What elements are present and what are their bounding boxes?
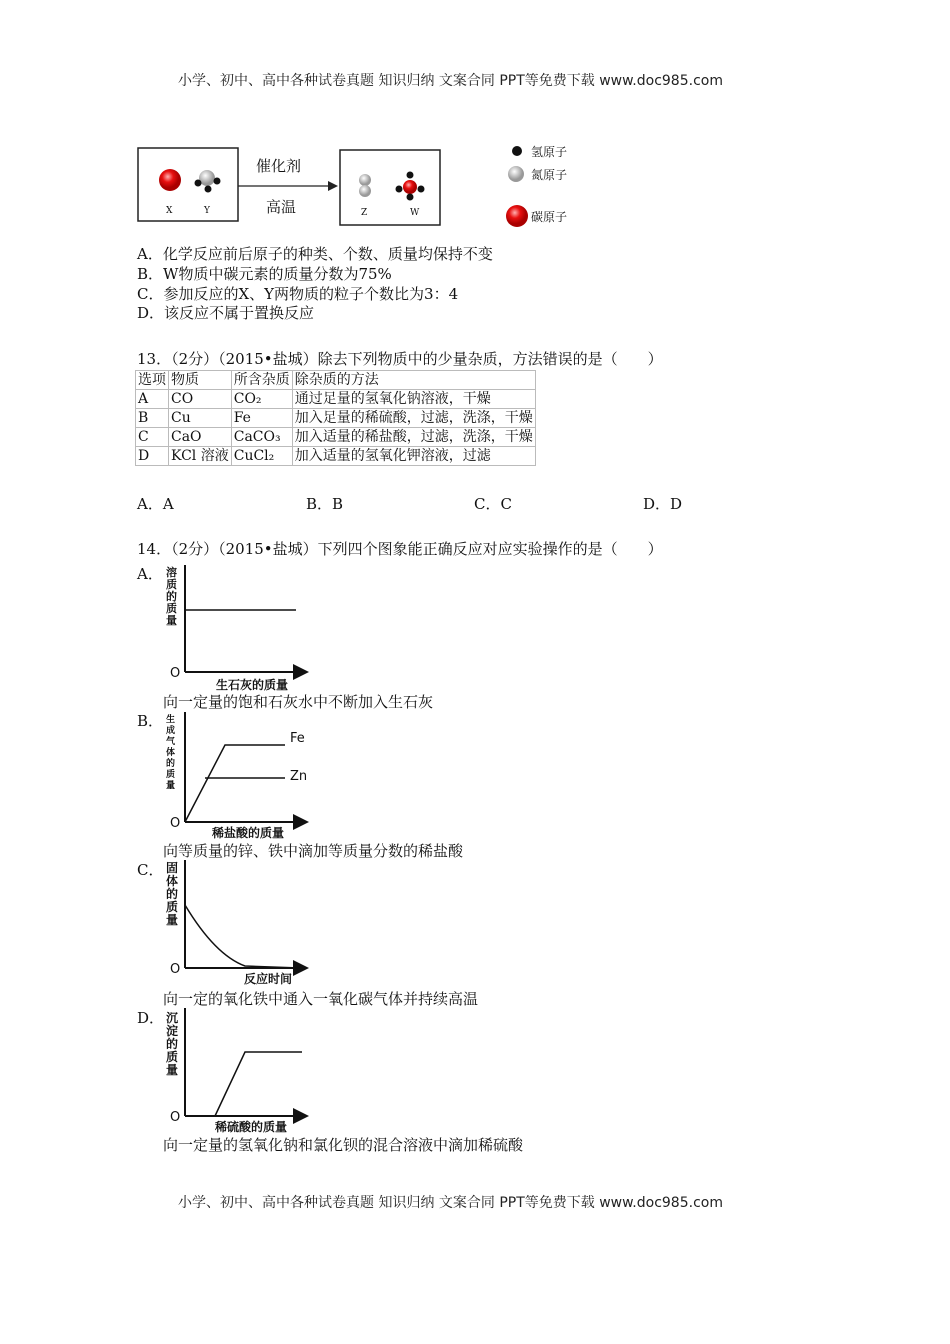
graph-c-ylabel: 固体的质量 <box>166 861 179 927</box>
table-cell: 加入足量的稀硫酸，过滤，洗涤，干燥 <box>292 409 535 428</box>
graph-d-origin: O <box>170 1110 181 1125</box>
molecule-label-z: Z <box>361 208 368 218</box>
series-label-zn: Zn <box>290 769 308 784</box>
graph-d-letter: D． <box>137 1009 165 1027</box>
graph-a-origin: O <box>170 666 181 681</box>
table-row <box>136 390 536 409</box>
graph-c-origin: O <box>170 962 181 977</box>
graph-d-ylabel: 沉淀的质量 <box>166 1011 179 1077</box>
table-cell: B <box>136 409 169 428</box>
graph-b-letter: B． <box>137 712 164 730</box>
table-cell: 通过足量的氢氧化钠溶液，干燥 <box>292 390 535 409</box>
table-header: 所含杂质 <box>231 371 292 390</box>
table-cell: CaO <box>169 428 232 447</box>
graph-d-xlabel: 稀硫酸的质量 <box>215 1120 288 1134</box>
q13-option-c: C．C <box>474 495 512 513</box>
graph-a-caption: 向一定量的饱和石灰水中不断加入生石灰 <box>163 693 434 711</box>
catalyst-label: 催化剂 <box>256 157 302 175</box>
page-header: 小学、初中、高中各种试卷真题 知识归纳 文案合同 PPT等免费下载 www.doc985.com <box>178 73 723 89</box>
table-cell: C <box>136 428 169 447</box>
table-cell: 加入适量的稀盐酸，过滤，洗涤，干燥 <box>292 428 535 447</box>
table-row <box>136 447 536 466</box>
table-cell: D <box>136 447 169 466</box>
graph-c <box>185 860 305 968</box>
table-cell: CO <box>169 390 232 409</box>
graph-a-letter: A． <box>137 565 163 583</box>
table-cell: Cu <box>169 409 232 428</box>
table-row <box>136 428 536 447</box>
condition-label: 高温 <box>266 198 297 216</box>
table-header: 物质 <box>169 371 232 390</box>
graph-a <box>185 565 305 672</box>
graph-c-letter: C． <box>137 861 164 879</box>
table-cell: CaCO₃ <box>231 428 292 447</box>
question-14-title: 14．（2分）（2015•盐城）下列四个图象能正确反应对应实验操作的是（ ） <box>137 540 663 558</box>
graph-b-fe-line <box>185 745 285 822</box>
question-13-title: 13．（2分）（2015•盐城）除去下列物质中的少量杂质，方法错误的是（ ） <box>137 350 663 368</box>
molecule-label-w: W <box>410 208 420 218</box>
legend-carbon: 碳原子 <box>531 210 568 224</box>
table-cell: KCl 溶液 <box>169 447 232 466</box>
molecule-label-y: Y <box>204 206 210 216</box>
graph-d-line <box>215 1052 302 1116</box>
graph-c-curve <box>185 905 300 968</box>
legend-hydrogen: 氢原子 <box>531 145 568 159</box>
graph-c-caption: 向一定的氧化铁中通入一氧化碳气体并持续高温 <box>163 990 479 1008</box>
option-a: A．化学反应前后原子的种类、个数、质量均保持不变 <box>137 245 493 263</box>
page-footer: 小学、初中、高中各种试卷真题 知识归纳 文案合同 PPT等免费下载 www.doc985.com <box>178 1195 723 1211</box>
graph-d <box>185 1008 305 1116</box>
reaction-diagram-graphic <box>0 0 950 240</box>
graph-b-origin: O <box>170 816 181 831</box>
q13-option-b: B．B <box>306 495 344 513</box>
table-row <box>136 409 536 428</box>
graph-b-xlabel: 稀盐酸的质量 <box>212 826 285 840</box>
option-d: D．该反应不属于置换反应 <box>137 304 315 322</box>
table-cell: 加入适量的氢氧化钾溶液，过滤 <box>292 447 535 466</box>
option-b: B．W物质中碳元素的质量分数为75% <box>137 265 392 283</box>
table-header-row <box>136 371 536 390</box>
series-label-fe: Fe <box>290 731 305 746</box>
molecule-label-x: X <box>166 206 173 216</box>
table-cell: A <box>136 390 169 409</box>
table-cell: Fe <box>231 409 292 428</box>
graph-d-caption: 向一定量的氢氧化钠和氯化钡的混合溶液中滴加稀硫酸 <box>163 1136 524 1154</box>
legend-nitrogen: 氮原子 <box>531 168 568 182</box>
graph-b <box>185 712 308 822</box>
impurity-table <box>135 370 536 466</box>
graph-b-ylabel: 生成气体的质量 <box>166 715 176 791</box>
table-cell: CuCl₂ <box>231 447 292 466</box>
graph-c-xlabel: 反应时间 <box>244 972 293 986</box>
q13-option-a: A．A <box>137 495 174 513</box>
table-cell: CO₂ <box>231 390 292 409</box>
table-header: 选项 <box>136 371 169 390</box>
q13-option-d: D．D <box>643 495 683 513</box>
table-header: 除杂质的方法 <box>292 371 535 390</box>
graph-a-ylabel: 溶质的质量 <box>166 566 177 627</box>
option-c: C．参加反应的X、Y两物质的粒子个数比为3：4 <box>137 285 459 303</box>
graph-b-caption: 向等质量的锌、铁中滴加等质量分数的稀盐酸 <box>163 842 464 860</box>
graph-a-xlabel: 生石灰的质量 <box>216 678 289 692</box>
